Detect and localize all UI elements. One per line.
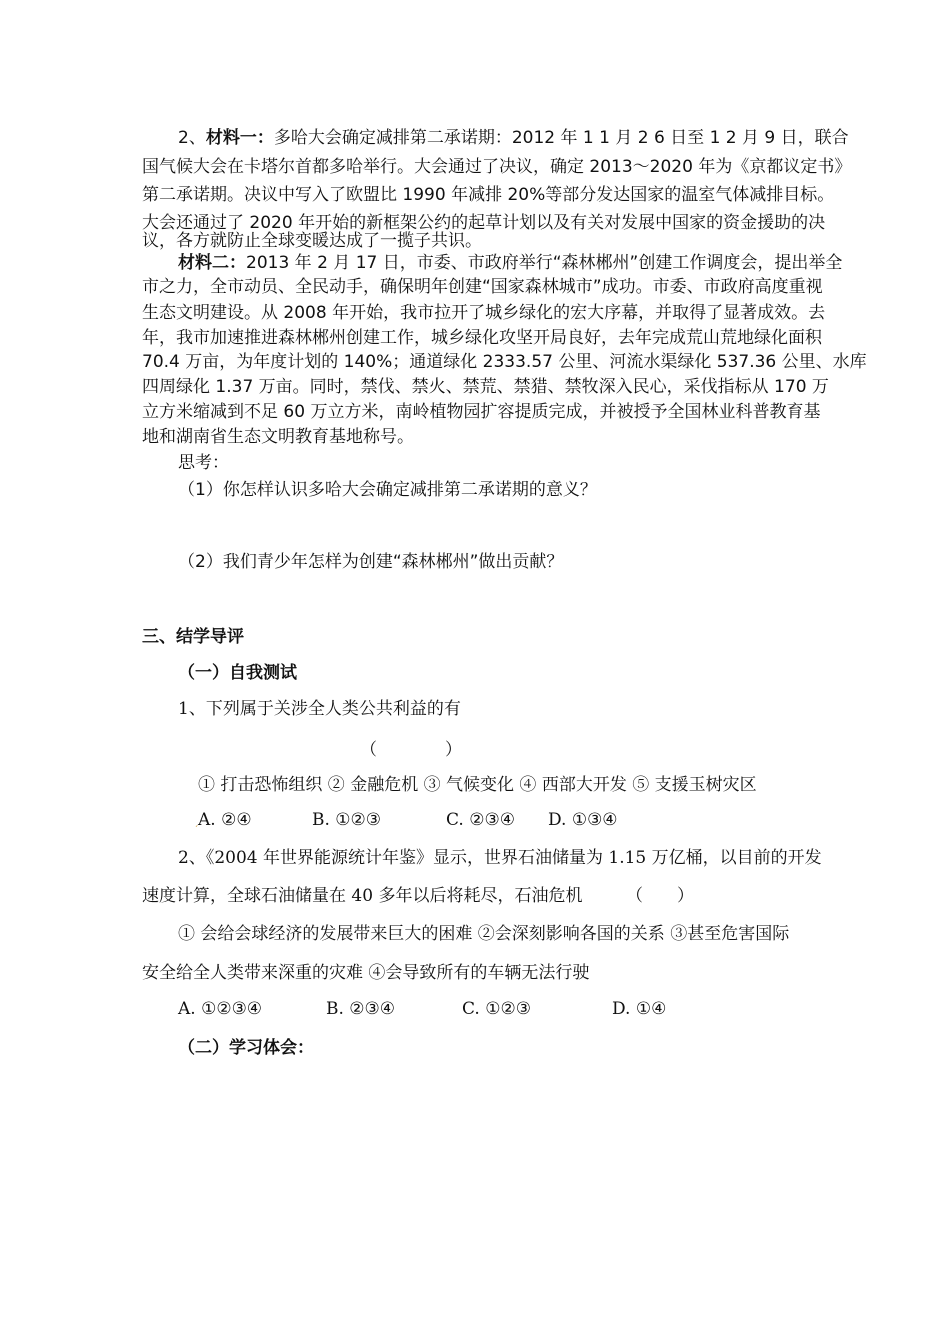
- material-one-line: 国气候大会在卡塔尔首都多哈举行。大会通过了决议，确定 2013～2020 年为《京都议定书》: [142, 157, 852, 177]
- material-one-line: 议，各方就防止全球变暖达成了一揽子共识。: [142, 231, 482, 251]
- material-two-label: 材料二：: [178, 253, 246, 273]
- material-one-first-line: [178, 126, 849, 150]
- material-two-line: 立方米缩减到不足 60 万立方米，南岭植物园扩容提质完成，并被授予全国林业科普教育基: [142, 402, 821, 422]
- think-question-1: （1）你怎样认识多哈大会确定减排第二承诺期的意义？: [178, 480, 597, 500]
- decorative-mark: ˏ: [194, 818, 199, 828]
- question-2-items-line-1: ① 会给会球经济的发展带来巨大的困难 ②会深刻影响各国的关系 ③甚至危害国际: [178, 924, 790, 944]
- question-2-option-c: C. ①②③: [462, 999, 531, 1019]
- material-one-text: 多哈大会确定减排第二承诺期：2012 年 1 1 月 2 6 日至 1 2 月 9 日，联合: [273, 128, 849, 148]
- question-2-items-line-2: 安全给全人类带来深重的灾难 ④会导致所有的车辆无法行驶: [142, 963, 590, 983]
- material-two-line: 市之力，全市动员、全民动手，确保明年创建“国家森林城市”成功。市委、市政府高度重视: [142, 277, 823, 297]
- question-1-option-d: D. ①③④: [548, 810, 618, 830]
- material-one-line: 大会还通过了 2020 年开始的新框架公约的起草计划以及有关对发展中国家的资金援助的决: [142, 213, 826, 233]
- material-two-line: 地和湖南省生态文明教育基地称号。: [142, 427, 414, 447]
- question-1-stem: 1、下列属于关涉全人类公共利益的有: [178, 699, 461, 719]
- self-test-heading: （一）自我测试: [178, 663, 297, 683]
- question-2-line-2: 速度计算，全球石油储量在 40 多年以后将耗尽，石油危机: [142, 886, 583, 906]
- material-two-line: 年，我市加速推进森林郴州创建工作，城乡绿化攻坚开局良好，去年完成荒山荒地绿化面积: [142, 328, 822, 348]
- question-2-option-d: D. ①④: [612, 999, 667, 1019]
- question-2-answer-paren: （ ）: [626, 886, 694, 906]
- material-one-label: 材料一：: [205, 128, 274, 148]
- question-2-option-b: B. ②③④: [326, 999, 396, 1019]
- think-question-2: （2）我们青少年怎样为创建“森林郴州”做出贡献？: [178, 552, 564, 572]
- material-one-line: 第二承诺期。决议中写入了欧盟比 1990 年减排 20%等部分发达国家的温室气体减排目标。: [142, 185, 835, 205]
- think-label: 思考：: [178, 453, 229, 473]
- material-two-text: 2013 年 2 月 17 日，市委、市政府举行“森林郴州”创建工作调度会，提出举全: [246, 253, 843, 273]
- question-1-option-a: A. ②④: [198, 810, 252, 830]
- question-1-items: ① 打击恐怖组织 ② 金融危机 ③ 气候变化 ④ 西部大开发 ⑤ 支援玉树灾区: [198, 775, 757, 795]
- question-2-option-a: A. ①②③④: [178, 999, 263, 1019]
- material-one-number: 2、: [178, 128, 206, 148]
- material-two-line: 四周绿化 1.37 万亩。同时，禁伐、禁火、禁荒、禁猎、禁牧深入民心，采伐指标从 170 万: [142, 377, 829, 397]
- section-three-title: 三、结学导评: [142, 627, 244, 647]
- material-two-line: 生态文明建设。从 2008 年开始，我市拉开了城乡绿化的宏大序幕，并取得了显著成效。去: [142, 303, 826, 323]
- question-1-option-c: C. ②③④: [446, 810, 515, 830]
- question-1-option-b: B. ①②③: [312, 810, 382, 830]
- study-reflection-heading: （二）学习体会：: [178, 1038, 314, 1058]
- material-two-first-line: [178, 251, 842, 275]
- material-two-line: 70.4 万亩，为年度计划的 140%；通道绿化 2333.57 公里、河流水渠绿化 537.36 公里、水库: [142, 352, 867, 372]
- question-1-answer-paren: （ ）: [360, 740, 462, 760]
- question-2-line-1: 2、《2004 年世界能源统计年鉴》显示，世界石油储量为 1.15 万亿桶，以目前的开发: [178, 848, 822, 868]
